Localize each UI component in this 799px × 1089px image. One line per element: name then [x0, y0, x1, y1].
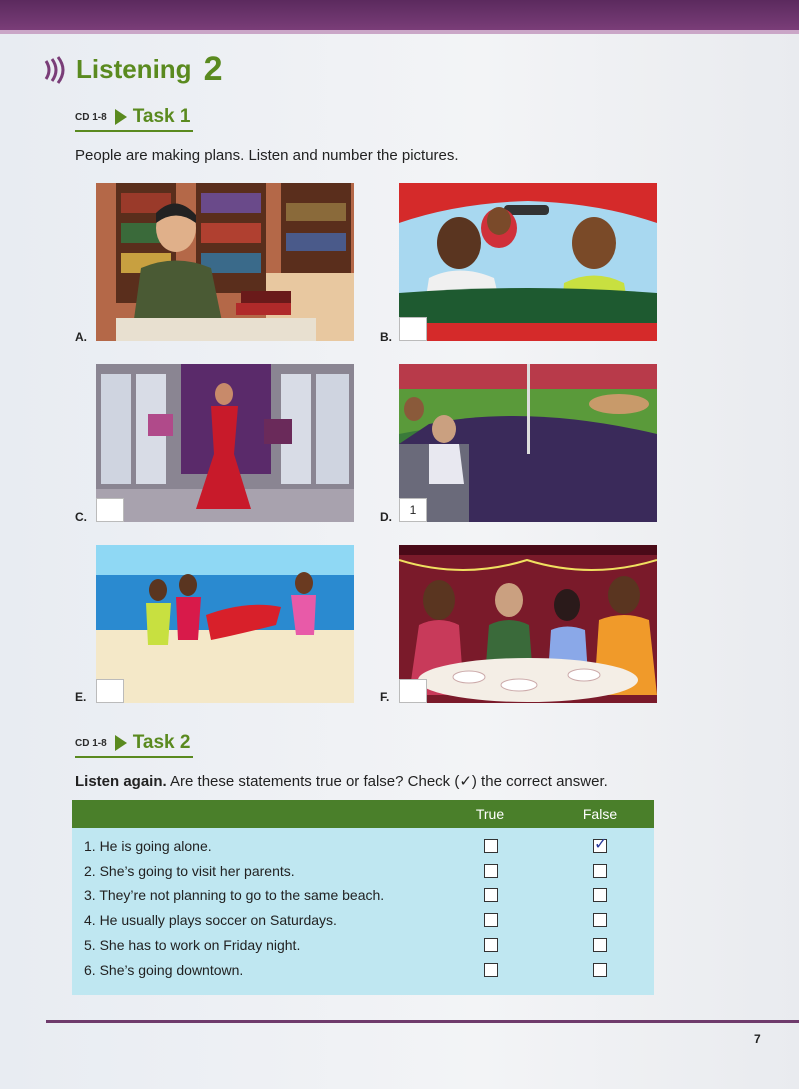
- false-checkbox[interactable]: [593, 839, 607, 853]
- footer-rule: [46, 1020, 799, 1023]
- table-row: [72, 834, 654, 858]
- picture-b-answer-box[interactable]: [399, 317, 427, 341]
- picture-a-letter: A.: [75, 330, 87, 344]
- play-arrow-icon: [115, 735, 127, 751]
- statement-text: 1. He is going alone.: [84, 838, 212, 854]
- picture-d-answer-box[interactable]: 1: [399, 498, 427, 522]
- table-row: [72, 859, 654, 883]
- statement-text: 3. They’re not planning to go to the same beach.: [84, 887, 385, 904]
- task1-instruction: People are making plans. Listen and number the pictures.: [75, 147, 459, 164]
- statement-text: 6. She’s going downtown.: [84, 961, 244, 978]
- section-heading: [40, 50, 222, 89]
- picture-c-answer-box[interactable]: [96, 498, 124, 522]
- picture-f-answer-box[interactable]: [399, 679, 427, 703]
- false-checkbox[interactable]: [593, 963, 607, 977]
- statement-text: 4. He usually plays soccer on Saturdays.: [84, 912, 337, 929]
- task1-title: Task 1: [132, 106, 191, 127]
- top-band: [0, 0, 799, 30]
- picture-f-restaurant: [399, 545, 657, 703]
- page-number: 7: [754, 1032, 761, 1046]
- statement-text: 2. She’s going to visit her parents.: [84, 862, 295, 879]
- false-checkbox[interactable]: [593, 864, 607, 878]
- table-row: [72, 883, 654, 907]
- true-checkbox[interactable]: [484, 913, 498, 927]
- play-arrow-icon: [115, 109, 127, 125]
- true-false-table: [72, 800, 654, 995]
- task2-header: [75, 732, 190, 754]
- task2-instruction-rest: Are these statements true or false? Check (✓) the correct answer.: [166, 773, 608, 790]
- false-checkbox[interactable]: [593, 888, 607, 902]
- picture-c-letter: C.: [75, 510, 87, 524]
- task2-cd-label: CD 1-8: [75, 737, 107, 749]
- picture-a-library: [96, 183, 354, 341]
- task2-instruction: [75, 772, 608, 790]
- task1-underline: [75, 130, 193, 132]
- picture-e-answer-box[interactable]: [96, 679, 124, 703]
- true-checkbox[interactable]: [484, 839, 498, 853]
- column-true: True: [475, 806, 505, 822]
- table-header: [72, 800, 654, 828]
- true-checkbox[interactable]: [484, 963, 498, 977]
- task2-underline: [75, 756, 193, 758]
- picture-d-letter: D.: [380, 510, 392, 524]
- audio-waves-icon: [40, 55, 70, 85]
- true-checkbox[interactable]: [484, 864, 498, 878]
- section-title: Listening: [76, 54, 192, 84]
- false-checkbox[interactable]: [593, 913, 607, 927]
- task2-instruction-bold: Listen again.: [75, 773, 167, 790]
- table-row: [72, 933, 654, 957]
- column-false: False: [582, 806, 618, 822]
- task1-header: [75, 106, 190, 128]
- task1-cd-label: CD 1-8: [75, 111, 107, 123]
- picture-b-letter: B.: [380, 330, 392, 344]
- true-checkbox[interactable]: [484, 938, 498, 952]
- false-checkbox[interactable]: [593, 938, 607, 952]
- section-number: 2: [203, 50, 223, 88]
- picture-e-beach: [96, 545, 354, 703]
- table-row: [72, 958, 654, 982]
- true-checkbox[interactable]: [484, 888, 498, 902]
- task2-title: Task 2: [132, 732, 191, 753]
- picture-f-letter: F.: [380, 690, 390, 704]
- statement-text: 5. She has to work on Friday night.: [84, 936, 301, 953]
- picture-e-letter: E.: [75, 690, 87, 704]
- picture-b-car: [399, 183, 657, 341]
- picture-c-shopping: [96, 364, 354, 522]
- table-row: [72, 908, 654, 932]
- picture-d-baseball: [399, 364, 657, 522]
